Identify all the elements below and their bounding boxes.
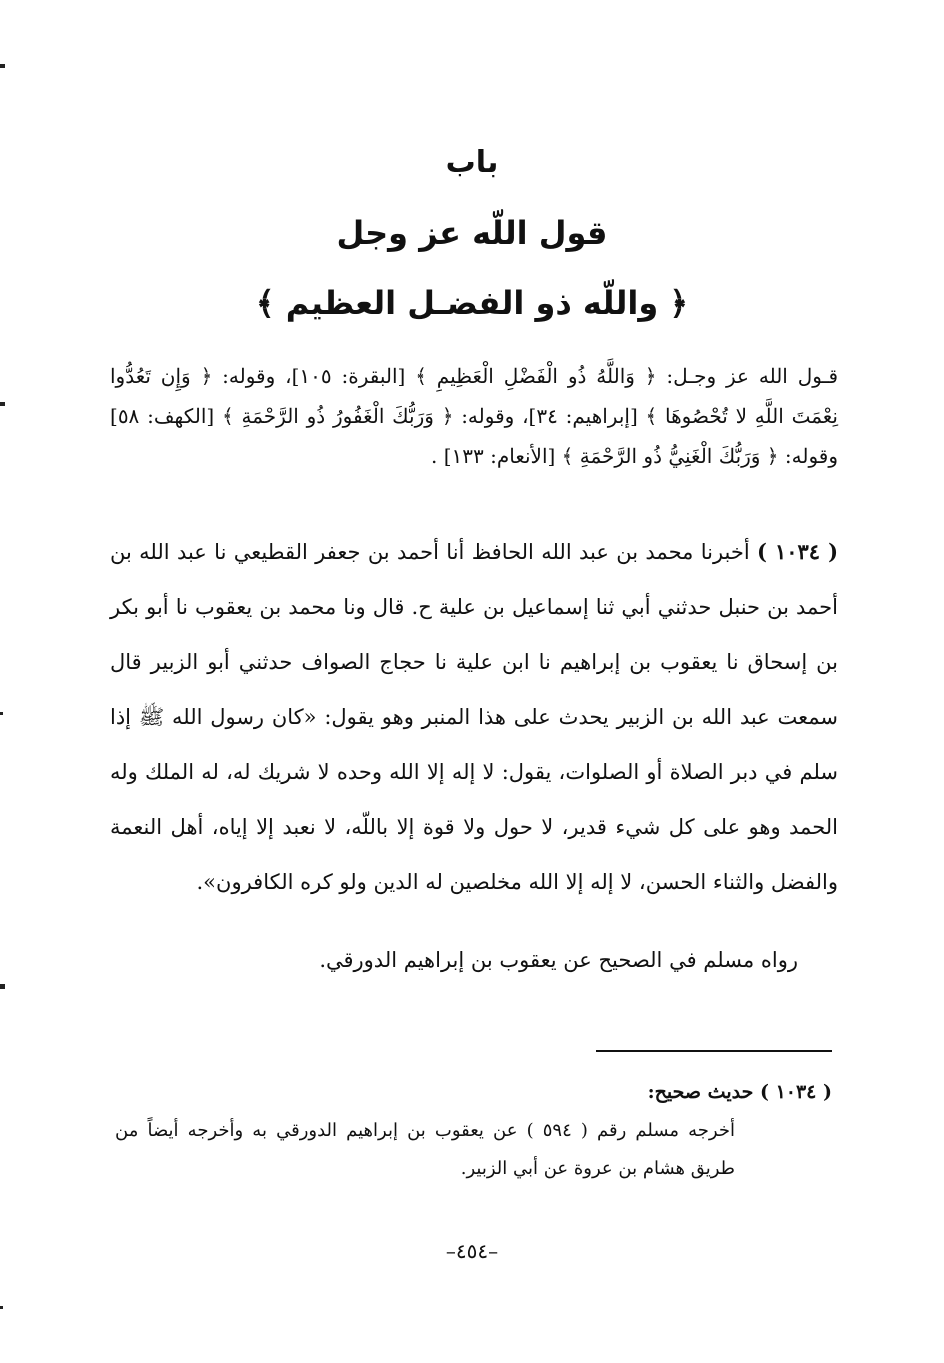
scan-edge-mark — [0, 712, 3, 715]
page-number: –٤٥٤– — [445, 1239, 499, 1263]
hadith-text: أخبرنا محمد بن عبد الله الحافظ أنا أحمد بن جعفر القطيعي نا عبد الله بن أحمد بن حنبل حدثني أبي ثنا إسماعيل بن علية ح. قال ونا محمد بن يعقوب نا أبو بكر بن إسحاق نا يعقوب بن إبراهيم نا ابن علية نا حجاج الصواف حدثني أبو الزبير قال سمعت عبد الله بن الزبير يحدث على هذا المنبر وهو يقول: «كان رسول الله ﷺ إذا سلم في دبر الصلاة أو الصلوات، يقول: لا إله إلا الله وحده لا شريك له، له الملك وله الحمد وهو على كل شيء قدير، لا حول ولا قوة إلا باللّه، لا نعبد إلا إياه، أهل النعمة والفضل والثناء الحسن، لا إله إلا الله مخلصين له الدين ولو كره الكافرون». — [110, 540, 838, 894]
scan-edge-mark — [0, 402, 5, 406]
chapter-label: باب — [445, 145, 499, 180]
intro-paragraph: قـول الله عز وجـل: ﴿ وَاللَّهُ ذُو الْفَضْلِ الْعَظِيمِ ﴾ [البقرة: ١٠٥]، وقوله: ﴿ وَإِن تَعُدُّوا نِعْمَتَ اللَّهِ لا تُحْصُوهَا ﴾ [إبراهيم: ٣٤]، وقوله: ﴿ وَرَبُّكَ الْغَفُورُ ذُو الرَّحْمَةِ ﴾ [الكهف: ٥٨] وقوله: ﴿ وَرَبُّكَ الْغَنِيُّ ذُو الرَّحْمَةِ ﴾ [الأنعام: ١٣٣] . — [110, 364, 839, 468]
chapter-verse: ﴿ واللّه ذو الفضـل العظيم ﴾ — [255, 284, 689, 322]
scan-edge-mark — [0, 984, 5, 989]
footnote-body: أخرجه مسلم رقم ( ٥٩٤ ) عن يعقوب بن إبراهيم الدورقي به وأخرجه أيضاً من طريق هشام بن عروة عن أبي الزبير. — [115, 1120, 735, 1179]
scan-edge-mark — [0, 64, 5, 68]
riwaya-note: رواه مسلم في الصحيح عن يعقوب بن إبراهيم الدورقي. — [319, 948, 798, 972]
footnote-divider — [596, 1050, 832, 1052]
hadith-number: ( ١٠٣٤ ) — [757, 539, 839, 564]
hadith-paragraph — [110, 524, 838, 910]
chapter-title: قول اللّه عز وجل — [336, 214, 608, 252]
scan-edge-mark — [0, 1306, 3, 1309]
footnote-title: ( ١٠٣٤ ) حديث صحيح: — [647, 1081, 832, 1103]
